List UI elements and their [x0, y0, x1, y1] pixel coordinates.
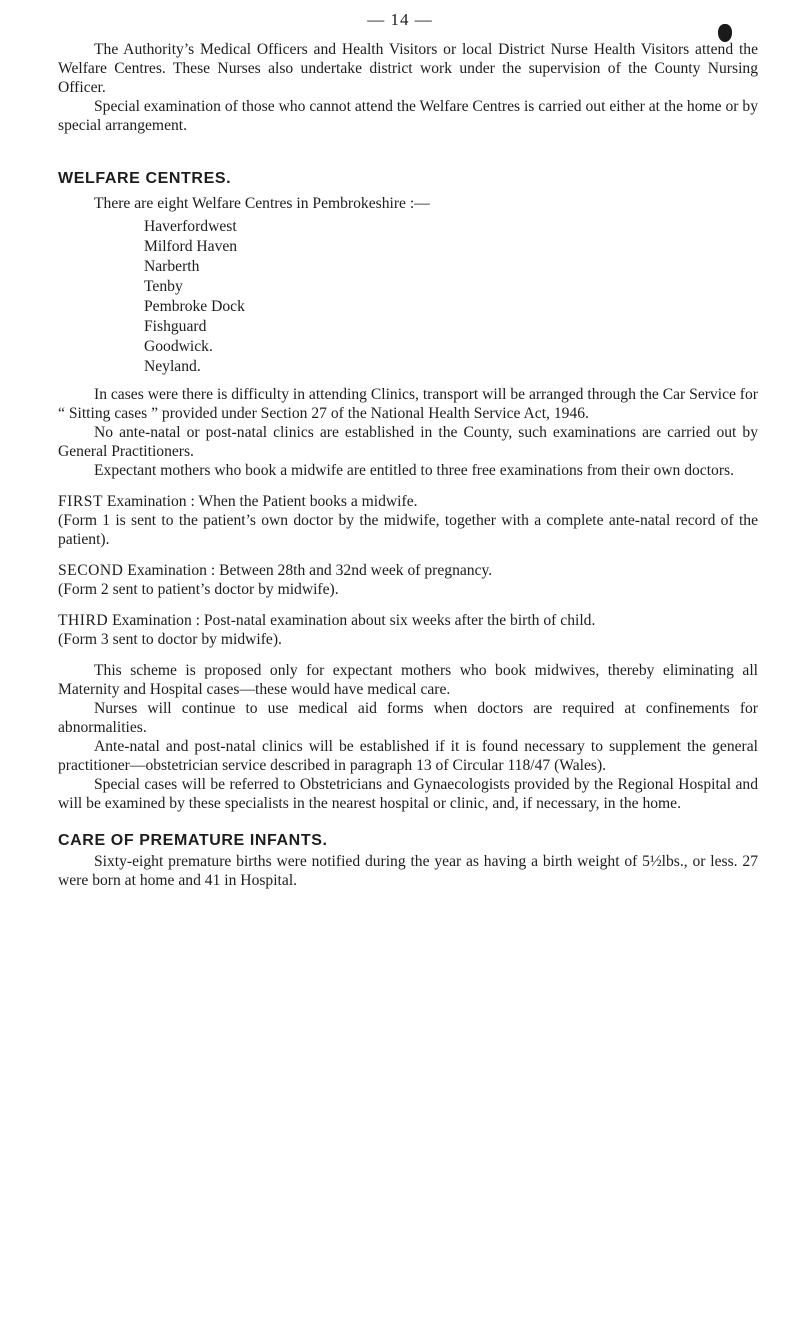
welfare-intro: There are eight Welfare Centres in Pembrokeshire :— — [94, 195, 430, 212]
third-examination — [58, 611, 758, 649]
intro-paragraph: The Authority’s Medical Officers and Health Visitors or local District Nurse Health Visitors attend the Welfare Centres. These Nurses also undertake district work under the supervision of the County Nursing Officer. — [58, 41, 758, 96]
special-cases-paragraph: Special cases will be referred to Obstetricians and Gynaecologists provided by the Regional Hospital and will be examined by these specialists in the nearest hospital or clinic, and, if necessary, in the home. — [58, 776, 758, 812]
exam-note: (Form 2 sent to patient’s doctor by midwife). — [58, 581, 339, 598]
scheme-paragraph: This scheme is proposed only for expectant mothers who book midwives, thereby eliminating all Maternity and Hospital cases—these would have medical care. — [58, 662, 758, 698]
list-item: Fishguard — [144, 318, 207, 335]
free-examinations-paragraph: Expectant mothers who book a midwife are entitled to three free examinations from their own doctors. — [94, 462, 735, 479]
second-examination — [58, 561, 758, 599]
list-item: Goodwick. — [144, 338, 213, 355]
exam-text: Examination : Post-natal examination about six weeks after the birth of child. — [112, 612, 596, 629]
list-item: Pembroke Dock — [144, 298, 245, 315]
exam-label: THIRD — [58, 612, 109, 629]
clinics-paragraph: No ante-natal or post-natal clinics are established in the County, such examinations are carried out by General Practitioners. — [58, 424, 758, 460]
medical-aid-paragraph: Nurses will continue to use medical aid forms when doctors are required at confinements for abnormalities. — [58, 700, 758, 736]
exam-note: (Form 1 is sent to the patient’s own doctor by the midwife, together with a complete ante-natal record of the patient). — [58, 512, 758, 548]
page-number: — 14 — — [367, 10, 433, 29]
list-item: Milford Haven — [144, 238, 238, 255]
transport-paragraph: In cases were there is difficulty in attending Clinics, transport will be arranged through the Car Service for “ Sitting cases ” provided under Section 27 of the National Health Service Act, 1946. — [58, 386, 758, 422]
centres-list — [144, 217, 758, 377]
exam-text: Examination : When the Patient books a midwife. — [106, 493, 418, 510]
clinics-established-paragraph: Ante-natal and post-natal clinics will be established if it is found necessary to supplement the general practitioner—obstetrician service described in paragraph 13 of Circular 118/47 (Wales). — [58, 738, 758, 774]
page-body — [58, 40, 758, 890]
list-item: Haverfordwest — [144, 218, 237, 235]
premature-births-paragraph: Sixty-eight premature births were notified during the year as having a birth weight of 5½lbs., or less. 27 were born at home and 41 in Hospital. — [58, 853, 758, 889]
exam-text: Examination : Between 28th and 32nd week of pregnancy. — [127, 562, 493, 579]
exam-label: SECOND — [58, 562, 124, 579]
exam-label: FIRST — [58, 493, 103, 510]
section-heading-welfare-centres: WELFARE CENTRES. — [58, 170, 232, 187]
list-item: Tenby — [144, 278, 183, 295]
exam-note: (Form 3 sent to doctor by midwife). — [58, 631, 282, 648]
intro-paragraph: Special examination of those who cannot attend the Welfare Centres is carried out either at the home or by special arrangement. — [58, 98, 758, 134]
list-item: Neyland. — [144, 358, 201, 375]
section-heading-premature-infants: CARE OF PREMATURE INFANTS. — [58, 832, 328, 849]
list-item: Narberth — [144, 258, 200, 275]
first-examination — [58, 492, 758, 549]
